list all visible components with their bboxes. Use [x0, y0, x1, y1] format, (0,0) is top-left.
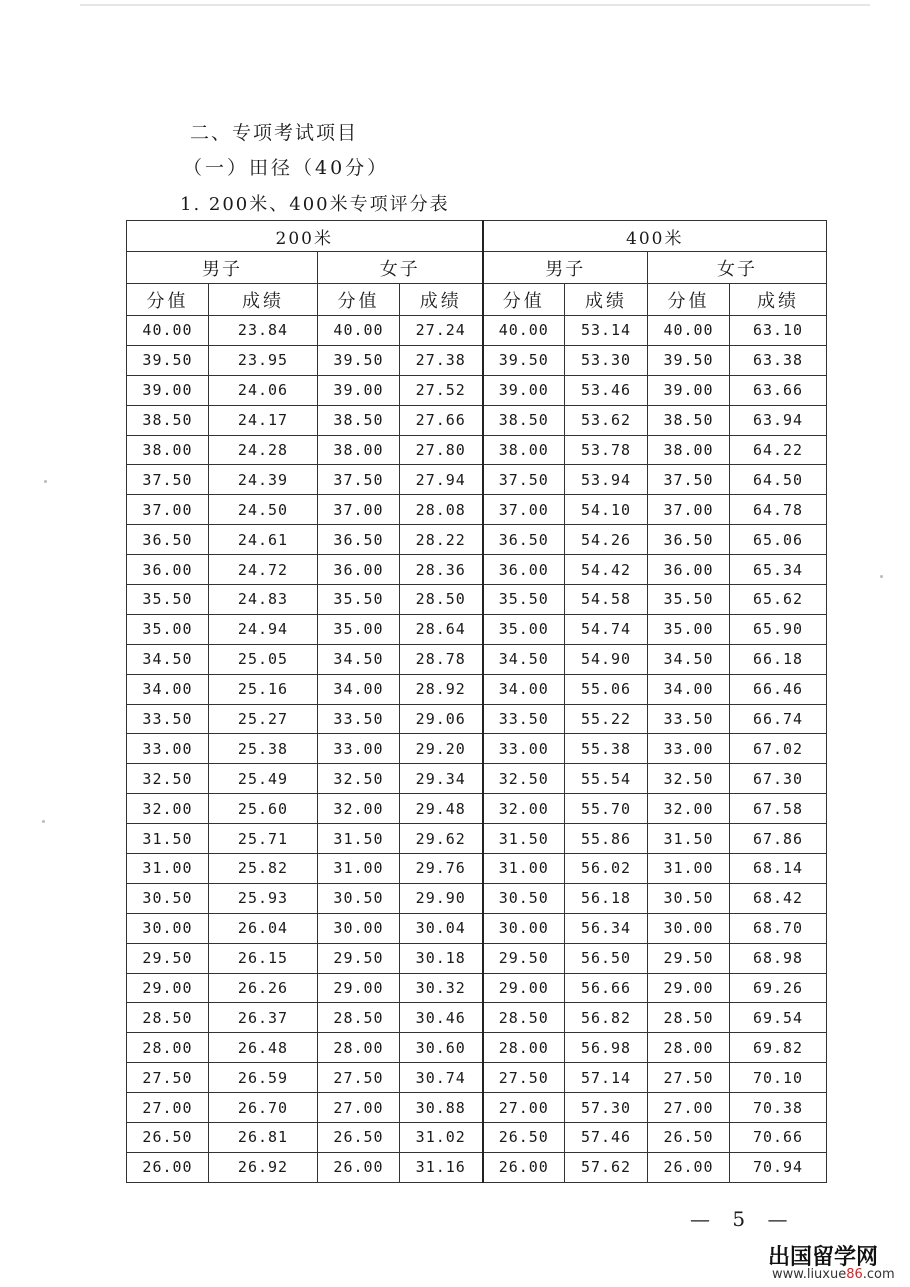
score-cell: 34.00	[648, 674, 730, 704]
score-cell: 39.00	[648, 375, 730, 405]
score-cell: 32.50	[483, 764, 565, 794]
score-cell: 27.50	[483, 1063, 565, 1093]
score-cell: 30.00	[648, 913, 730, 943]
result-cell: 56.66	[565, 973, 648, 1003]
score-cell: 33.00	[318, 734, 400, 764]
table-row	[127, 644, 827, 674]
score-cell: 26.50	[127, 1123, 209, 1153]
score-cell: 31.00	[648, 854, 730, 884]
result-cell: 28.78	[400, 644, 483, 674]
result-cell: 26.81	[209, 1123, 318, 1153]
score-cell: 35.50	[483, 585, 565, 615]
score-cell: 27.00	[648, 1093, 730, 1123]
result-cell: 55.38	[565, 734, 648, 764]
column-header-row	[127, 284, 827, 316]
result-cell: 63.94	[730, 405, 827, 435]
score-cell: 32.00	[648, 794, 730, 824]
result-cell: 64.50	[730, 465, 827, 495]
score-cell: 36.50	[648, 525, 730, 555]
score-cell: 31.00	[318, 854, 400, 884]
score-cell: 26.50	[483, 1123, 565, 1153]
result-cell: 63.66	[730, 375, 827, 405]
result-cell: 26.48	[209, 1033, 318, 1063]
score-cell: 28.50	[648, 1003, 730, 1033]
score-cell: 30.50	[127, 883, 209, 913]
table-row	[127, 1063, 827, 1093]
col-header-result: 成绩	[400, 284, 483, 316]
score-cell: 31.00	[127, 854, 209, 884]
result-cell: 56.82	[565, 1003, 648, 1033]
score-cell: 26.50	[318, 1123, 400, 1153]
result-cell: 66.74	[730, 704, 827, 734]
result-cell: 24.61	[209, 525, 318, 555]
score-cell: 36.00	[648, 555, 730, 585]
result-cell: 64.78	[730, 495, 827, 525]
score-cell: 34.50	[648, 644, 730, 674]
result-cell: 24.06	[209, 375, 318, 405]
event-header-200m: 200米	[127, 221, 483, 252]
table-row	[127, 973, 827, 1003]
result-cell: 65.62	[730, 585, 827, 615]
table-row	[127, 614, 827, 644]
score-cell: 37.50	[483, 465, 565, 495]
result-cell: 26.04	[209, 913, 318, 943]
result-cell: 29.48	[400, 794, 483, 824]
subsection-heading: （一）田径（40分）	[183, 157, 390, 179]
result-cell: 57.62	[565, 1152, 648, 1182]
score-cell: 29.50	[483, 943, 565, 973]
result-cell: 27.24	[400, 316, 483, 346]
score-cell: 37.00	[483, 495, 565, 525]
result-cell: 65.90	[730, 614, 827, 644]
result-cell: 28.92	[400, 674, 483, 704]
result-cell: 26.59	[209, 1063, 318, 1093]
score-cell: 36.50	[483, 525, 565, 555]
result-cell: 55.70	[565, 794, 648, 824]
score-cell: 36.50	[318, 525, 400, 555]
table-row	[127, 435, 827, 465]
score-cell: 28.00	[127, 1033, 209, 1063]
score-cell: 36.00	[318, 555, 400, 585]
score-cell: 28.50	[483, 1003, 565, 1033]
table-row	[127, 345, 827, 375]
score-cell: 32.00	[483, 794, 565, 824]
result-cell: 30.18	[400, 943, 483, 973]
result-cell: 31.02	[400, 1123, 483, 1153]
score-cell: 31.50	[318, 824, 400, 854]
score-cell: 35.00	[127, 614, 209, 644]
table-row	[127, 1152, 827, 1182]
result-cell: 26.15	[209, 943, 318, 973]
result-cell: 53.14	[565, 316, 648, 346]
result-cell: 66.18	[730, 644, 827, 674]
result-cell: 69.82	[730, 1033, 827, 1063]
score-cell: 30.50	[318, 883, 400, 913]
result-cell: 70.38	[730, 1093, 827, 1123]
result-cell: 55.86	[565, 824, 648, 854]
result-cell: 68.14	[730, 854, 827, 884]
score-cell: 26.00	[648, 1152, 730, 1182]
score-cell: 36.00	[127, 555, 209, 585]
top-scan-edge	[80, 4, 870, 6]
result-cell: 30.04	[400, 913, 483, 943]
result-cell: 53.46	[565, 375, 648, 405]
score-cell: 27.00	[318, 1093, 400, 1123]
score-cell: 29.00	[318, 973, 400, 1003]
result-cell: 29.34	[400, 764, 483, 794]
scan-speck	[42, 820, 45, 823]
score-cell: 33.50	[127, 704, 209, 734]
score-cell: 29.50	[127, 943, 209, 973]
event-header-400m: 400米	[483, 221, 827, 252]
result-cell: 29.90	[400, 883, 483, 913]
score-cell: 26.00	[318, 1152, 400, 1182]
table-row	[127, 465, 827, 495]
score-cell: 32.00	[318, 794, 400, 824]
score-cell: 38.50	[648, 405, 730, 435]
result-cell: 26.92	[209, 1152, 318, 1182]
result-cell: 24.72	[209, 555, 318, 585]
result-cell: 28.64	[400, 614, 483, 644]
score-cell: 37.50	[127, 465, 209, 495]
score-cell: 38.50	[127, 405, 209, 435]
score-cell: 26.00	[483, 1152, 565, 1182]
score-cell: 30.00	[483, 913, 565, 943]
result-cell: 25.49	[209, 764, 318, 794]
score-cell: 27.50	[127, 1063, 209, 1093]
table-row	[127, 734, 827, 764]
result-cell: 28.50	[400, 585, 483, 615]
score-cell: 34.00	[318, 674, 400, 704]
result-cell: 24.50	[209, 495, 318, 525]
col-header-result: 成绩	[565, 284, 648, 316]
table-row	[127, 375, 827, 405]
result-cell: 28.22	[400, 525, 483, 555]
result-cell: 23.84	[209, 316, 318, 346]
score-cell: 30.00	[318, 913, 400, 943]
result-cell: 70.94	[730, 1152, 827, 1182]
result-cell: 31.16	[400, 1152, 483, 1182]
score-cell: 38.00	[483, 435, 565, 465]
result-cell: 54.42	[565, 555, 648, 585]
col-header-result: 成绩	[730, 284, 827, 316]
score-cell: 32.00	[127, 794, 209, 824]
score-cell: 32.50	[648, 764, 730, 794]
result-cell: 27.94	[400, 465, 483, 495]
score-cell: 40.00	[127, 316, 209, 346]
scan-speck	[880, 575, 883, 578]
result-cell: 68.98	[730, 943, 827, 973]
score-cell: 29.50	[648, 943, 730, 973]
score-cell: 34.00	[483, 674, 565, 704]
score-cell: 33.50	[483, 704, 565, 734]
site-watermark	[760, 1238, 910, 1287]
table-row	[127, 405, 827, 435]
result-cell: 24.28	[209, 435, 318, 465]
table-row	[127, 1033, 827, 1063]
score-cell: 31.00	[483, 854, 565, 884]
table-row	[127, 704, 827, 734]
score-cell: 31.50	[127, 824, 209, 854]
score-cell: 34.50	[483, 644, 565, 674]
table-row	[127, 794, 827, 824]
score-cell: 29.00	[648, 973, 730, 1003]
watermark-title: 出国留学网	[768, 1245, 879, 1270]
result-cell: 56.34	[565, 913, 648, 943]
result-cell: 30.46	[400, 1003, 483, 1033]
gender-header-200m-female: 女子	[318, 252, 483, 284]
score-cell: 26.00	[127, 1152, 209, 1182]
score-cell: 29.50	[318, 943, 400, 973]
scan-speck	[44, 480, 47, 483]
table-row	[127, 854, 827, 884]
result-cell: 53.30	[565, 345, 648, 375]
result-cell: 56.50	[565, 943, 648, 973]
result-cell: 65.34	[730, 555, 827, 585]
score-cell: 37.50	[648, 465, 730, 495]
score-cell: 30.00	[127, 913, 209, 943]
section-heading: 二、专项考试项目	[190, 122, 359, 144]
score-cell: 37.50	[318, 465, 400, 495]
score-cell: 28.50	[127, 1003, 209, 1033]
result-cell: 26.26	[209, 973, 318, 1003]
result-cell: 27.38	[400, 345, 483, 375]
score-cell: 28.50	[318, 1003, 400, 1033]
result-cell: 56.98	[565, 1033, 648, 1063]
result-cell: 67.58	[730, 794, 827, 824]
result-cell: 65.06	[730, 525, 827, 555]
result-cell: 26.70	[209, 1093, 318, 1123]
result-cell: 57.30	[565, 1093, 648, 1123]
result-cell: 27.66	[400, 405, 483, 435]
result-cell: 25.93	[209, 883, 318, 913]
result-cell: 28.36	[400, 555, 483, 585]
result-cell: 69.26	[730, 973, 827, 1003]
score-cell: 38.00	[127, 435, 209, 465]
score-cell: 39.50	[318, 345, 400, 375]
table-row	[127, 674, 827, 704]
result-cell: 24.39	[209, 465, 318, 495]
score-cell: 35.50	[648, 585, 730, 615]
result-cell: 30.32	[400, 973, 483, 1003]
result-cell: 70.10	[730, 1063, 827, 1093]
result-cell: 24.83	[209, 585, 318, 615]
score-cell: 37.00	[127, 495, 209, 525]
score-cell: 35.50	[318, 585, 400, 615]
result-cell: 57.46	[565, 1123, 648, 1153]
score-cell: 27.00	[483, 1093, 565, 1123]
score-cell: 29.00	[483, 973, 565, 1003]
result-cell: 63.38	[730, 345, 827, 375]
col-header-score: 分值	[483, 284, 565, 316]
score-cell: 35.00	[483, 614, 565, 644]
result-cell: 23.95	[209, 345, 318, 375]
score-cell: 27.50	[648, 1063, 730, 1093]
score-cell: 31.50	[483, 824, 565, 854]
score-cell: 28.00	[318, 1033, 400, 1063]
table-row	[127, 585, 827, 615]
table-title: 1. 200米、400米专项评分表	[180, 194, 450, 215]
score-cell: 30.50	[483, 883, 565, 913]
table-row	[127, 1123, 827, 1153]
watermark-url-accent: 86	[846, 1267, 863, 1282]
gender-header-400m-male: 男子	[483, 252, 648, 284]
result-cell: 53.94	[565, 465, 648, 495]
score-cell: 38.50	[483, 405, 565, 435]
score-cell: 35.00	[318, 614, 400, 644]
result-cell: 25.38	[209, 734, 318, 764]
score-cell: 33.00	[648, 734, 730, 764]
score-cell: 36.50	[127, 525, 209, 555]
score-cell: 39.00	[483, 375, 565, 405]
score-cell: 28.00	[648, 1033, 730, 1063]
score-cell: 27.00	[127, 1093, 209, 1123]
result-cell: 55.22	[565, 704, 648, 734]
result-cell: 25.27	[209, 704, 318, 734]
score-cell: 39.50	[483, 345, 565, 375]
result-cell: 30.88	[400, 1093, 483, 1123]
col-header-score: 分值	[318, 284, 400, 316]
result-cell: 53.78	[565, 435, 648, 465]
result-cell: 54.58	[565, 585, 648, 615]
score-cell: 34.00	[127, 674, 209, 704]
score-cell: 37.00	[648, 495, 730, 525]
result-cell: 25.60	[209, 794, 318, 824]
score-cell: 34.50	[127, 644, 209, 674]
table-row	[127, 316, 827, 346]
gender-header-200m-male: 男子	[127, 252, 318, 284]
result-cell: 25.71	[209, 824, 318, 854]
score-cell: 40.00	[483, 316, 565, 346]
score-cell: 33.50	[648, 704, 730, 734]
table-row	[127, 1093, 827, 1123]
result-cell: 57.14	[565, 1063, 648, 1093]
score-cell: 38.50	[318, 405, 400, 435]
result-cell: 54.26	[565, 525, 648, 555]
gender-header-400m-female: 女子	[648, 252, 827, 284]
score-cell: 33.00	[483, 734, 565, 764]
result-cell: 68.42	[730, 883, 827, 913]
score-cell: 40.00	[648, 316, 730, 346]
col-header-result: 成绩	[209, 284, 318, 316]
table-row	[127, 764, 827, 794]
score-cell: 35.00	[648, 614, 730, 644]
score-cell: 30.50	[648, 883, 730, 913]
result-cell: 55.06	[565, 674, 648, 704]
result-cell: 29.76	[400, 854, 483, 884]
score-cell: 34.50	[318, 644, 400, 674]
table-row	[127, 495, 827, 525]
result-cell: 26.37	[209, 1003, 318, 1033]
score-cell: 37.00	[318, 495, 400, 525]
result-cell: 54.90	[565, 644, 648, 674]
score-cell: 39.50	[127, 345, 209, 375]
watermark-url-suffix: .com	[862, 1267, 895, 1282]
table-row	[127, 555, 827, 585]
result-cell: 29.06	[400, 704, 483, 734]
result-cell: 30.60	[400, 1033, 483, 1063]
table-row	[127, 525, 827, 555]
result-cell: 56.02	[565, 854, 648, 884]
result-cell: 27.52	[400, 375, 483, 405]
score-cell: 39.00	[127, 375, 209, 405]
result-cell: 53.62	[565, 405, 648, 435]
result-cell: 28.08	[400, 495, 483, 525]
result-cell: 25.05	[209, 644, 318, 674]
score-cell: 36.00	[483, 555, 565, 585]
col-header-score: 分值	[648, 284, 730, 316]
result-cell: 56.18	[565, 883, 648, 913]
result-cell: 67.86	[730, 824, 827, 854]
table-row	[127, 913, 827, 943]
score-cell: 31.50	[648, 824, 730, 854]
score-cell: 32.50	[127, 764, 209, 794]
score-cell: 27.50	[318, 1063, 400, 1093]
table-row	[127, 883, 827, 913]
table-row	[127, 824, 827, 854]
scoring-table	[126, 220, 827, 1183]
score-cell: 29.00	[127, 973, 209, 1003]
result-cell: 25.16	[209, 674, 318, 704]
table-row	[127, 1003, 827, 1033]
watermark-url	[772, 1267, 895, 1282]
result-cell: 67.02	[730, 734, 827, 764]
score-cell: 35.50	[127, 585, 209, 615]
score-cell: 26.50	[648, 1123, 730, 1153]
score-cell: 32.50	[318, 764, 400, 794]
result-cell: 55.54	[565, 764, 648, 794]
result-cell: 68.70	[730, 913, 827, 943]
result-cell: 70.66	[730, 1123, 827, 1153]
result-cell: 25.82	[209, 854, 318, 884]
result-cell: 29.20	[400, 734, 483, 764]
result-cell: 24.94	[209, 614, 318, 644]
result-cell: 63.10	[730, 316, 827, 346]
result-cell: 27.80	[400, 435, 483, 465]
result-cell: 54.74	[565, 614, 648, 644]
score-cell: 38.00	[648, 435, 730, 465]
page-number: — 5 —	[690, 1207, 796, 1231]
score-cell: 39.50	[648, 345, 730, 375]
score-cell: 38.00	[318, 435, 400, 465]
result-cell: 24.17	[209, 405, 318, 435]
result-cell: 69.54	[730, 1003, 827, 1033]
score-cell: 28.00	[483, 1033, 565, 1063]
table-row	[127, 943, 827, 973]
result-cell: 29.62	[400, 824, 483, 854]
result-cell: 30.74	[400, 1063, 483, 1093]
score-cell: 40.00	[318, 316, 400, 346]
watermark-url-prefix: www.liuxue	[772, 1267, 847, 1282]
score-cell: 33.00	[127, 734, 209, 764]
col-header-score: 分值	[127, 284, 209, 316]
score-cell: 39.00	[318, 375, 400, 405]
result-cell: 64.22	[730, 435, 827, 465]
result-cell: 66.46	[730, 674, 827, 704]
result-cell: 54.10	[565, 495, 648, 525]
result-cell: 67.30	[730, 764, 827, 794]
score-cell: 33.50	[318, 704, 400, 734]
